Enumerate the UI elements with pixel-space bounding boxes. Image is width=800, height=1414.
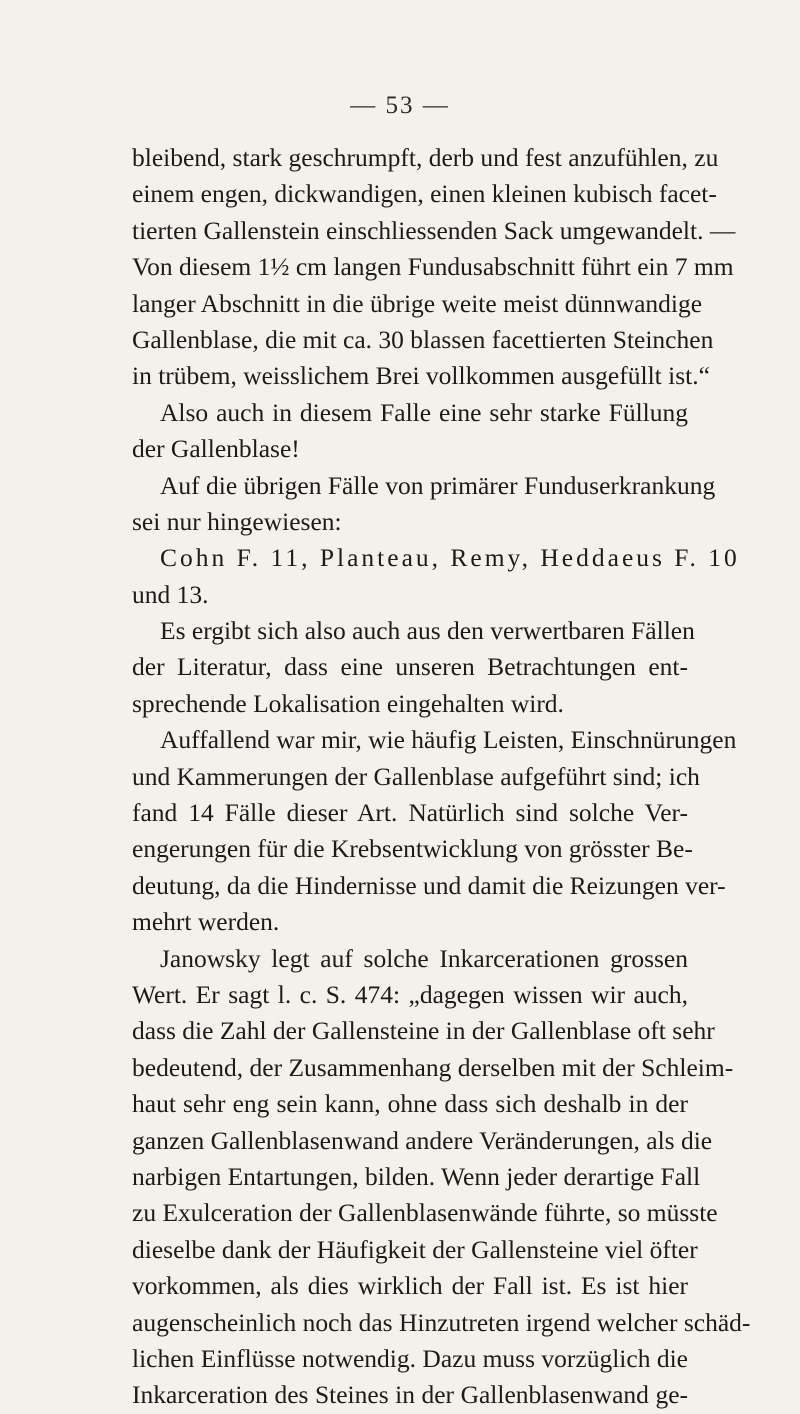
text-line: Wert. Er sagt l. c. S. 474: „dagegen wissen wir auch, — [132, 979, 688, 1009]
text-line: fand 14 Fälle dieser Art. Natürlich sind solche Ver- — [132, 798, 688, 828]
text-line: ganzen Gallenblasenwand andere Veränderungen, als die — [132, 1125, 713, 1155]
text-line: Gallenblase, die mit ca. 30 blassen facettierten Steinchen — [132, 324, 714, 354]
text-line: Auf die übrigen Fälle von primärer Funduserkrankung — [160, 470, 716, 500]
text-line: sprechende Lokalisation eingehalten wird. — [132, 688, 564, 718]
text-line: Auffallend war mir, wie häufig Leisten, Einschnürungen — [160, 725, 737, 755]
text-line: lichen Einflüsse notwendig. Dazu muss vorzüglich die — [132, 1343, 688, 1373]
text-line: in trübem, weisslichem Brei vollkommen ausgefüllt ist.“ — [132, 361, 710, 391]
text-line: haut sehr eng sein kann, ohne dass sich deshalb in der — [132, 1089, 688, 1119]
text-line: Es ergibt sich also auch aus den verwertbaren Fällen — [160, 616, 695, 646]
text-line: bedeutend, der Zusammenhang derselben mit der Schleim- — [132, 1052, 734, 1082]
text-line: zu Exulceration der Gallenblasenwände führte, so müsste — [132, 1198, 718, 1228]
page-number: — 53 — — [350, 92, 450, 119]
text-line: narbigen Entartungen, bilden. Wenn jeder derartige Fall — [132, 1161, 701, 1191]
text-line: Cohn F. 11, Planteau, Remy, Heddaeus F. 10 — [160, 543, 740, 573]
text-line: der Gallenblase! — [132, 434, 300, 464]
text-line: deutung, da die Hindernisse und damit die Reizungen ver- — [132, 870, 726, 900]
text-line: Also auch in diesem Falle eine sehr starke Füllung — [160, 397, 688, 427]
body-text — [132, 140, 751, 1414]
text-line: mehrt werden. — [132, 907, 280, 937]
text-line: vorkommen, als dies wirklich der Fall ist. Es ist hier — [132, 1271, 688, 1301]
text-line: engerungen für die Krebsentwicklung von grösster Be- — [132, 834, 693, 864]
text-line: Von diesem 1½ cm langen Fundusabschnitt führt ein 7 mm — [132, 252, 734, 282]
text-line: einem engen, dickwandigen, einen kleinen kubisch facet- — [132, 179, 717, 209]
text-line: Janowsky legt auf solche Inkarcerationen grossen — [160, 943, 688, 973]
text-line: der Literatur, dass eine unseren Betrachtungen ent- — [132, 652, 688, 682]
text-line: Inkarceration des Steines in der Gallenblasenwand ge- — [132, 1380, 688, 1410]
text-line: dass die Zahl der Gallensteine in der Gallenblase oft sehr — [132, 1016, 715, 1046]
text-line: und Kammerungen der Gallenblase aufgeführt sind; ich — [132, 761, 700, 791]
text-line: tierten Gallenstein einschliessenden Sack umgewandelt. — — [132, 215, 736, 245]
text-line: sei nur hingewiesen: — [132, 506, 342, 536]
text-line: und 13. — [132, 579, 209, 609]
text-line: augenscheinlich noch das Hinzutreten irgend welcher schäd- — [132, 1307, 751, 1337]
text-line: dieselbe dank der Häufigkeit der Gallensteine viel öfter — [132, 1234, 698, 1264]
text-line: bleibend, stark geschrumpft, derb und fest anzufühlen, zu — [132, 143, 719, 172]
text-line: langer Abschnitt in die übrige weite meist dünnwandige — [132, 288, 703, 318]
